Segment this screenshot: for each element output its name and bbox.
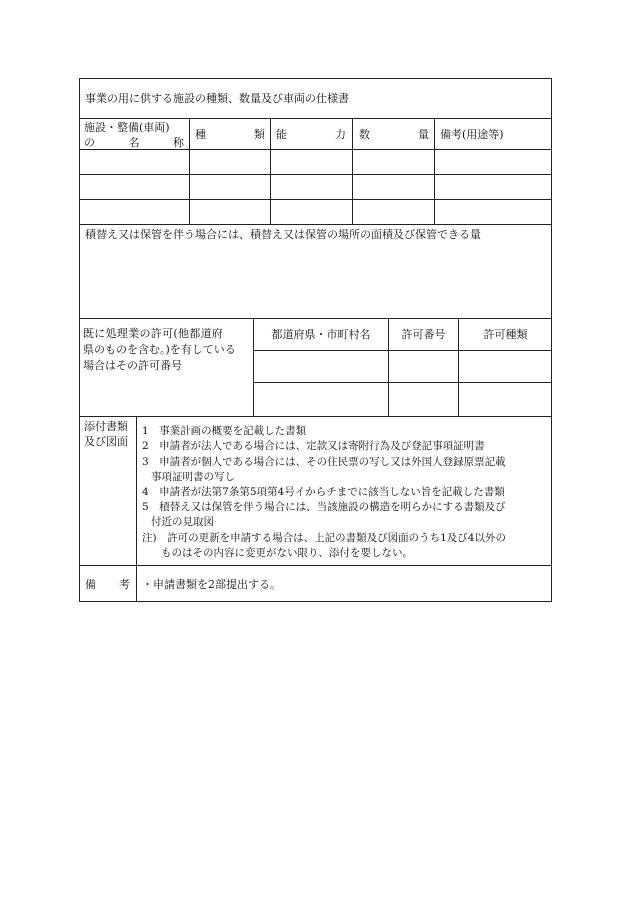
col-permit-number-header: 許可番号 — [401, 328, 446, 341]
col-quantity-header: 数 量 — [359, 128, 429, 141]
attachment-note: 注) 許可の更新を申請する場合は、上記の書類及び図面のうち1及び4以外の — [142, 532, 506, 544]
col-name-line1: 施設・整備(車両) — [84, 121, 170, 134]
divider — [79, 224, 552, 225]
remarks-text: ・申請書類を2部提出する。 — [142, 578, 281, 591]
col-remarks-header: 備考(用途等) — [440, 128, 504, 141]
col-permit-kind-header: 許可種類 — [483, 328, 528, 341]
col-name-line2: の 名 称 — [84, 136, 184, 149]
col-type-header: 種 類 — [195, 128, 265, 141]
permit-label-line2: 県のものを含む。)を有している — [83, 343, 236, 356]
divider — [79, 565, 552, 566]
attachment-item-3-cont: 事項証明書の写し — [151, 471, 235, 483]
attachments-label-line2: 及び図面 — [84, 435, 128, 448]
facility-spec-form — [79, 78, 552, 602]
divider — [352, 118, 353, 224]
divider — [270, 118, 271, 224]
attachment-item-5-cont: 付近の見取図 — [151, 516, 214, 528]
divider — [79, 118, 552, 119]
permit-label-line1: 既に処理業の許可(他都道府 — [83, 327, 224, 340]
permit-label-line3: 場合はその許可番号 — [83, 359, 182, 372]
attachments-label-line1: 添付書類 — [84, 420, 128, 433]
attachment-item-1: 1 事業計画の概要を記載した書類 — [142, 425, 307, 437]
divider — [79, 318, 552, 319]
attachment-item-5: 5 積替え又は保管を伴う場合には、当該施設の構造を明らかにする書類及び — [142, 501, 506, 513]
divider — [253, 350, 552, 351]
attachment-item-4: 4 申請者が法第7条第5項第4号イからチまでに該当しない旨を記載した書類 — [142, 486, 505, 498]
divider — [79, 174, 552, 175]
attachment-item-3: 3 申請者が個人である場合には、その住民票の写し又は外国人登録原票記載 — [142, 456, 506, 468]
remarks-label: 備 考 — [85, 578, 130, 591]
col-capacity-header: 能 力 — [276, 128, 346, 141]
divider — [79, 416, 552, 417]
attachment-item-2: 2 申請者が法人である場合には、定款又は寄附行為及び登記事項証明書 — [142, 440, 485, 452]
divider — [189, 118, 190, 224]
form-title: 事業の用に供する施設の種類、数量及び車両の仕様書 — [85, 92, 349, 105]
attachment-note-cont: ものはその内容に変更がない限り、添付を要しない。 — [161, 547, 413, 559]
divider — [434, 118, 435, 224]
storage-note: 積替え又は保管を伴う場合には、積替え又は保管の場所の面積及び保管できる量 — [85, 228, 481, 241]
divider — [136, 416, 137, 602]
divider — [253, 382, 552, 383]
col-prefecture-header: 都道府県・市町村名 — [271, 328, 371, 341]
divider — [79, 199, 552, 200]
